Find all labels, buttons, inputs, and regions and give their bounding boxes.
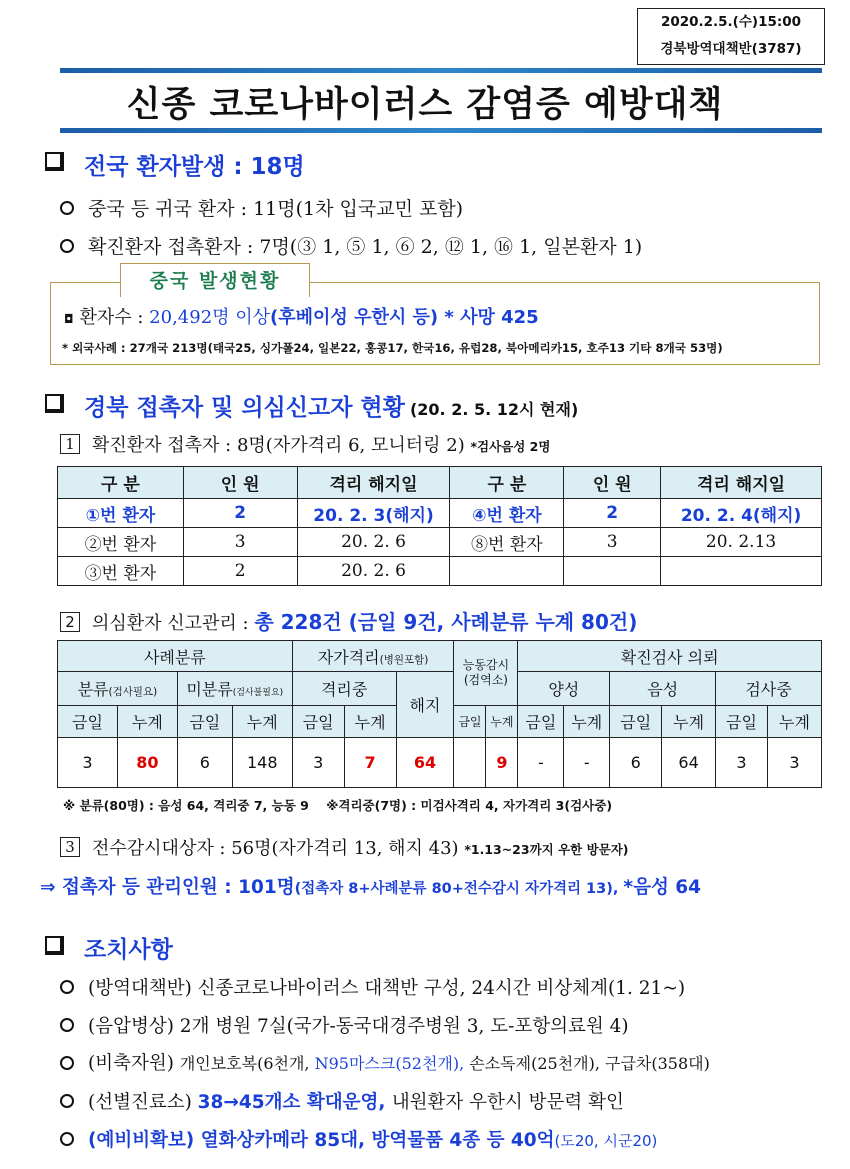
section1-item: 중국 등 귀국 환자 : 11명(1차 입국교민 포함) — [60, 194, 463, 221]
title-top-bar — [60, 68, 822, 73]
bullet-icon: ◘ — [64, 312, 74, 326]
china-status-tab: 중국 발생현황 — [120, 263, 310, 297]
circle-bullet-icon — [60, 239, 74, 253]
table-header-row: 사례분류 자가격리(병원포함) 능동감시 (검역소) 확진검사 의뢰 — [58, 641, 822, 672]
circle-bullet-icon — [60, 201, 74, 215]
section-checkbox-icon — [45, 936, 64, 955]
table-header-row: 구 분 인 원 격리 해지일 구 분 인 원 격리 해지일 — [58, 467, 822, 499]
action-item: (방역대책반) 신종코로나바이러스 대책반 구성, 24시간 비상체계(1. 21~) — [60, 974, 685, 1000]
section-checkbox-icon — [45, 394, 64, 413]
sub2-line: 2 의심환자 신고관리 : 총 228건 (금일 9건, 사례분류 누계 80건) — [60, 606, 637, 635]
table-note: ※ 분류(80명) : 음성 64, 격리중 7, 능동 9 ※격리중(7명) : 미검사격리 4, 자가격리 3(검사중) — [63, 798, 613, 813]
china-patients-line: ◘ 환자수 : 20,492명 이상(후베이성 우한시 등) * 사망 425 — [64, 307, 539, 328]
date-box — [637, 8, 825, 65]
sub3-line: 3 전수감시대상자 : 56명(자가격리 13, 해지 43) *1.13~23까지 우한 방문자) — [60, 834, 629, 860]
section1-heading: 전국 환자발생 : 18명 — [84, 154, 305, 180]
contacts-table — [57, 466, 822, 586]
section-checkbox-icon — [45, 152, 64, 171]
summary-line: ⇒ 접촉자 등 관리인원 : 101명(접촉자 8+사례분류 80+전수감시 자가격리 13), *음성 64 — [40, 877, 702, 898]
action-item: (비축자원) 개인보호복(6천개, N95마스크(52천개), 손소독제(25천개), 구급차(358대) — [60, 1049, 710, 1075]
org-text: 경북방역대책반(3787) — [660, 41, 802, 57]
table-row: ③번 환자 2 20. 2. 6 — [58, 557, 822, 586]
section3-heading: 조치사항 — [84, 937, 173, 963]
sub1-line: 1 확진환자 접촉자 : 8명(자가격리 6, 모니터링 2) *검사음성 2명 — [60, 431, 550, 457]
circle-bullet-icon — [60, 1132, 74, 1146]
china-foreign-line: * 외국사례 : 27개국 213명(태국25, 싱가폴24, 일본22, 홍콩17, 한국16, 유럽28, 북아메리카15, 호주13 기타 8개국 53명) — [62, 341, 723, 355]
circle-bullet-icon — [60, 980, 74, 994]
table-row: ①번 환자 2 20. 2. 3(해지) ④번 환자 2 20. 2. 4(해지) — [58, 499, 822, 528]
section2-heading: 경북 접촉자 및 의심신고자 현황 (20. 2. 5. 12시 현재) — [84, 395, 579, 421]
title-bottom-bar — [60, 128, 822, 133]
action-item: (선별진료소) 38→45개소 확대운영, 내원환자 우한시 방문력 확인 — [60, 1088, 624, 1114]
table-header-row: 분류(검사필요) 미분류(검사불필요) 격리중 해지 양성 음성 검사중 — [58, 672, 822, 706]
circle-bullet-icon — [60, 1056, 74, 1070]
suspect-table — [57, 640, 822, 788]
section1-item: 확진환자 접촉환자 : 7명(③ 1, ⑤ 1, ⑥ 2, ⑫ 1, ⑯ 1, 일본환자 1) — [60, 232, 642, 259]
action-item: (예비비확보) 열화상카메라 85대, 방역물품 4종 등 40억(도20, 시군20) — [60, 1126, 657, 1152]
table-row: ②번 환자 3 20. 2. 6 ⑧번 환자 3 20. 2.13 — [58, 528, 822, 557]
table-row: 3 80 6 148 3 7 64 9 - - 6 64 3 3 — [58, 738, 822, 788]
page-title: 신종 코로나바이러스 감염증 예방대책 — [126, 85, 724, 125]
table-header-row: 금일 누계 금일 누계 금일 누계 금일 누계 금일 누계 금일 누계 금일 누계 — [58, 706, 822, 738]
circle-bullet-icon — [60, 1094, 74, 1108]
date-text: 2020.2.5.(수)15:00 — [660, 14, 802, 30]
circle-bullet-icon — [60, 1018, 74, 1032]
action-item: (음압병상) 2개 병원 7실(국가-동국대경주병원 3, 도-포항의료원 4) — [60, 1012, 629, 1038]
